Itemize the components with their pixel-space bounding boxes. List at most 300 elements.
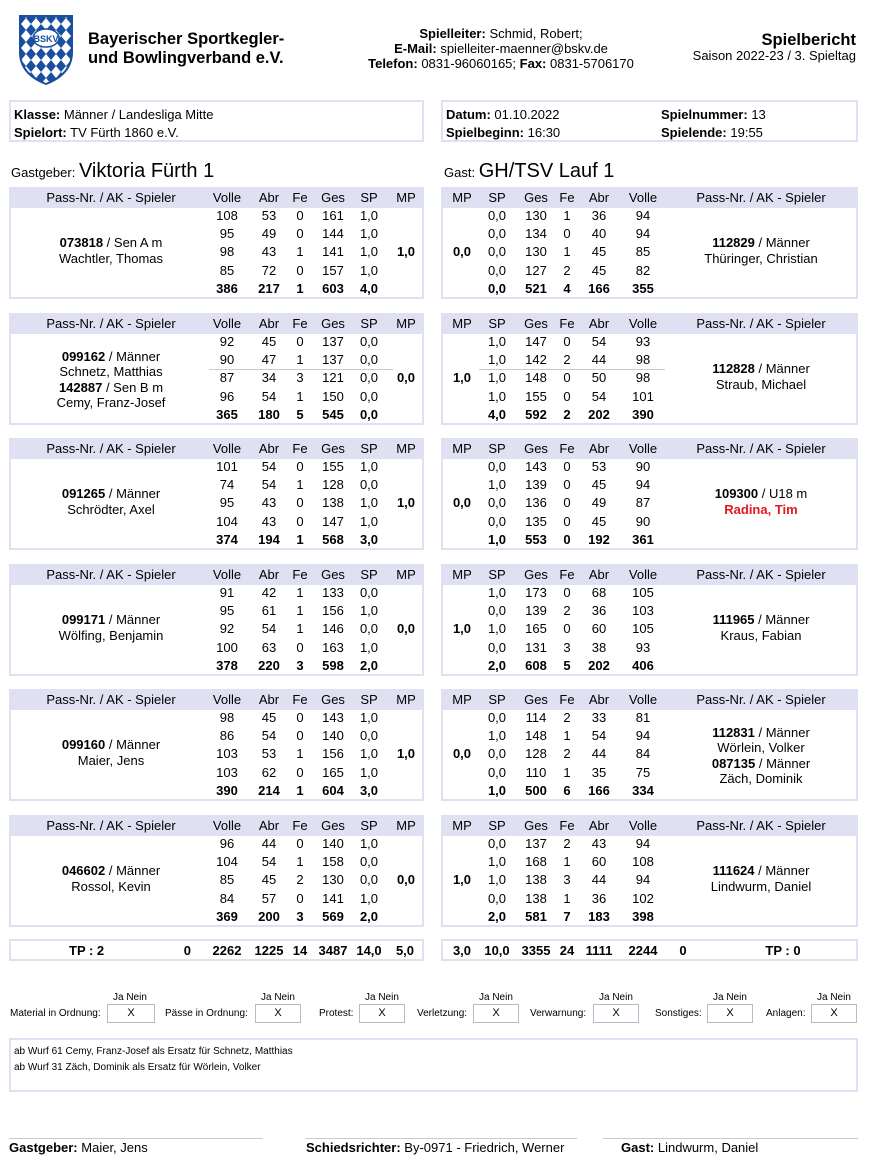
away-cell-ges: 130: [525, 244, 547, 260]
home-cell-abr: 45: [261, 710, 277, 725]
col-header-fe: Fe: [292, 316, 308, 331]
away-team-label: Gast:: [444, 165, 476, 180]
away-cell-sp: 0,0: [487, 208, 507, 223]
away-player-name: Zäch, Dominik: [719, 771, 803, 787]
away-cell-sp: 1,0: [487, 370, 507, 386]
home-mp: 1,0: [396, 244, 416, 260]
away-cell-volle: 81: [635, 710, 651, 725]
pass-number: 111624: [712, 863, 755, 879]
home-cell-ges: 140: [322, 728, 344, 744]
age-class: / Männer: [105, 612, 161, 628]
home-total-zero: 0: [183, 943, 191, 958]
home-cell-abr: 54: [261, 477, 277, 493]
away-total-ges: 608: [525, 657, 547, 673]
col-header-sp: SP: [488, 818, 506, 833]
away-cell-abr: 45: [591, 262, 607, 278]
half-divider: [479, 369, 665, 370]
home-player-name: Schrödter, Axel: [67, 501, 155, 517]
home-total-abr: 180: [258, 406, 280, 422]
home-mp: 1,0: [396, 495, 416, 511]
home-total-volle: 369: [216, 908, 238, 924]
home-cell-volle: 104: [216, 513, 238, 529]
col-header-volle: Volle: [212, 567, 242, 582]
home-cell-abr: 63: [261, 639, 277, 655]
home-player-name: Schnetz, Matthias: [59, 364, 163, 380]
away-total-volle: 398: [632, 908, 654, 924]
away-total-sp: 10,0: [484, 943, 510, 958]
home-cell-ges: 143: [322, 710, 344, 725]
home-cell-fe: 0: [296, 334, 304, 349]
away-total-volle: 406: [632, 657, 654, 673]
col-header-mp: MP: [452, 190, 472, 205]
pass-number: 112829: [712, 235, 755, 251]
note-line: ab Wurf 31 Zäch, Dominik als Ersatz für Wörlein, Volker: [14, 1062, 261, 1073]
pass-number: 073818: [59, 235, 104, 251]
signature-home-value: Maier, Jens: [81, 1140, 148, 1155]
fax-label: Fax:: [519, 56, 547, 71]
home-cell-sp: 1,0: [359, 639, 379, 655]
away-cell-sp: 0,0: [487, 495, 507, 511]
home-cell-abr: 43: [261, 244, 277, 260]
away-cell-abr: 35: [591, 764, 607, 780]
home-cell-volle: 92: [219, 334, 235, 349]
away-total-sp: 2,0: [487, 908, 507, 924]
col-header-ges: Ges: [524, 441, 548, 456]
home-cell-sp: 0,0: [359, 352, 379, 368]
home-cell-abr: 42: [261, 585, 277, 600]
away-cell-ges: 147: [525, 334, 547, 349]
away-cell-sp: 1,0: [487, 334, 507, 349]
away-cell-sp: 1,0: [487, 728, 507, 744]
home-game-block-2: [9, 313, 424, 425]
home-cell-fe: 0: [296, 710, 304, 725]
away-cell-volle: 94: [635, 208, 651, 223]
away-team-name: GH/TSV Lauf 1: [478, 160, 615, 182]
ja-nein-header: Ja Nein: [365, 992, 399, 1003]
age-class: / Männer: [754, 724, 810, 740]
home-cell-sp: 1,0: [359, 890, 379, 906]
check-box-3: X: [359, 1004, 405, 1023]
col-header-fe: Fe: [559, 692, 575, 707]
away-cell-volle: 103: [632, 603, 654, 619]
home-mp: 0,0: [396, 872, 416, 888]
col-header-volle: Volle: [212, 441, 242, 456]
col-header-fe: Fe: [559, 441, 575, 456]
away-cell-fe: 1: [563, 764, 571, 780]
away-total-ges: 553: [525, 531, 547, 547]
col-header-abr: Abr: [258, 567, 280, 582]
home-total-fe: 1: [296, 531, 304, 547]
away-total-sp: 1,0: [487, 782, 507, 798]
home-total-abr: 200: [258, 908, 280, 924]
home-cell-fe: 2: [296, 872, 304, 888]
away-total-abr: 202: [588, 406, 610, 422]
col-header-mp: MP: [452, 692, 472, 707]
away-cell-volle: 90: [635, 513, 651, 529]
home-cell-ges: 157: [322, 262, 344, 278]
col-header-sp: SP: [360, 692, 378, 707]
home-cell-abr: 54: [261, 621, 277, 637]
check-label-4: Verletzung:: [417, 1008, 468, 1019]
report-subtitle: Saison 2022-23 / 3. Spieltag: [692, 48, 856, 63]
away-cell-fe: 0: [563, 585, 571, 600]
check-box-4: X: [473, 1004, 519, 1023]
col-header-sp: SP: [360, 441, 378, 456]
home-cell-fe: 1: [296, 621, 304, 637]
home-cell-volle: 101: [216, 459, 238, 474]
away-total-ges: 581: [525, 908, 547, 924]
age-class: / Sen A m: [103, 235, 163, 251]
home-mp: 0,0: [396, 370, 416, 386]
col-header-player: Pass-Nr. / AK - Spieler: [46, 316, 176, 331]
away-totals: [441, 939, 858, 961]
col-header-volle: Volle: [212, 190, 242, 205]
home-total-abr: 214: [258, 782, 280, 798]
home-total-ges: 568: [322, 531, 344, 547]
away-total-abr: 202: [588, 657, 610, 673]
ja-nein-header: Ja Nein: [261, 992, 295, 1003]
home-cell-fe: 0: [296, 836, 304, 851]
away-cell-fe: 3: [563, 872, 571, 888]
away-cell-abr: 44: [591, 352, 607, 368]
home-player-pass: [13, 380, 209, 395]
home-cell-volle: 103: [216, 764, 238, 780]
away-cell-fe: 0: [563, 388, 571, 404]
away-cell-volle: 85: [635, 244, 651, 260]
away-cell-fe: 2: [563, 746, 571, 762]
away-cell-abr: 68: [591, 585, 607, 600]
home-cell-fe: 0: [296, 728, 304, 744]
home-cell-sp: 1,0: [359, 710, 379, 725]
away-total-zero: 0: [679, 943, 687, 958]
away-total-abr: 166: [588, 280, 610, 296]
col-header-abr: Abr: [258, 818, 280, 833]
col-header-abr: Abr: [588, 692, 610, 707]
away-cell-volle: 94: [635, 226, 651, 242]
away-team: [444, 160, 614, 183]
away-cell-sp: 1,0: [487, 388, 507, 404]
spielende-label: Spielende:: [661, 125, 727, 140]
away-cell-ges: 127: [525, 262, 547, 278]
home-mp: 0,0: [396, 621, 416, 637]
away-cell-fe: 1: [563, 208, 571, 223]
home-total-fe: 3: [296, 908, 304, 924]
col-header-ges: Ges: [524, 692, 548, 707]
away-total-sp: 4,0: [487, 406, 507, 422]
check-label-6: Sonstiges:: [655, 1008, 702, 1019]
away-total-abr: 1111: [585, 943, 613, 958]
away-cell-abr: 36: [591, 603, 607, 619]
home-total-abr: 1225: [254, 943, 284, 958]
col-header-mp: MP: [396, 692, 416, 707]
col-header-mp: MP: [452, 316, 472, 331]
col-header-sp: SP: [360, 190, 378, 205]
bskv-logo: [16, 12, 76, 86]
home-total-abr: 217: [258, 280, 280, 296]
away-cell-fe: 0: [563, 334, 571, 349]
away-mp: 0,0: [452, 244, 472, 260]
col-header-ges: Ges: [321, 567, 345, 582]
home-cell-sp: 1,0: [359, 459, 379, 474]
home-cell-abr: 54: [261, 854, 277, 870]
home-total-sp: 3,0: [359, 531, 379, 547]
away-cell-fe: 2: [563, 710, 571, 725]
home-cell-volle: 74: [219, 477, 235, 493]
home-cell-volle: 95: [219, 603, 235, 619]
home-cell-volle: 96: [219, 388, 235, 404]
home-cell-abr: 44: [261, 836, 277, 851]
home-total-volle: 378: [216, 657, 238, 673]
away-cell-sp: 0,0: [487, 746, 507, 762]
home-cell-sp: 1,0: [359, 764, 379, 780]
home-game-block-4: [9, 564, 424, 676]
home-cell-ges: 141: [322, 244, 344, 260]
home-cell-ges: 161: [322, 208, 344, 223]
home-total-volle: 365: [216, 406, 238, 422]
away-cell-volle: 94: [635, 872, 651, 888]
away-cell-ges: 155: [525, 388, 547, 404]
email-label: E-Mail:: [394, 41, 437, 56]
away-player-name: Kraus, Fabian: [720, 627, 802, 643]
signature-line-referee: [305, 1138, 577, 1139]
age-class: / Männer: [105, 863, 161, 879]
home-cell-abr: 34: [261, 370, 277, 386]
home-player-pass: [13, 863, 209, 878]
away-cell-abr: 53: [591, 459, 607, 474]
col-header-ges: Ges: [524, 190, 548, 205]
away-cell-ges: 168: [525, 854, 547, 870]
home-total-fe: 14: [292, 943, 308, 958]
col-header-mp: MP: [396, 190, 416, 205]
col-header-abr: Abr: [588, 567, 610, 582]
away-cell-volle: 93: [635, 639, 651, 655]
col-header-abr: Abr: [588, 190, 610, 205]
pass-number: 099160: [61, 737, 106, 753]
home-cell-fe: 1: [296, 603, 304, 619]
home-player-name: Wölfing, Benjamin: [58, 627, 164, 643]
pass-number: 111965: [712, 612, 755, 628]
away-cell-fe: 0: [563, 226, 571, 242]
away-cell-sp: 1,0: [487, 585, 507, 600]
home-cell-fe: 3: [296, 370, 304, 386]
age-class: / Sen B m: [102, 379, 164, 395]
email-value: spielleiter-maenner@bskv.de: [440, 41, 608, 56]
home-total-fe: 5: [296, 406, 304, 422]
age-class: / Männer: [754, 863, 810, 879]
away-total-volle: 355: [632, 280, 654, 296]
away-cell-fe: 2: [563, 352, 571, 368]
report-title-block: [693, 32, 856, 64]
col-header-abr: Abr: [258, 692, 280, 707]
col-header-mp: MP: [396, 567, 416, 582]
check-label-5: Verwarnung:: [530, 1008, 587, 1019]
col-header-ges: Ges: [321, 692, 345, 707]
col-header-player: Pass-Nr. / AK - Spieler: [46, 441, 176, 456]
away-total-ges: 3355: [521, 943, 551, 958]
signature-home-label: Gastgeber:: [9, 1140, 78, 1155]
home-cell-volle: 100: [216, 639, 238, 655]
away-cell-abr: 43: [591, 836, 607, 851]
home-cell-volle: 98: [219, 710, 235, 725]
home-cell-sp: 1,0: [359, 262, 379, 278]
home-player-pass: [13, 486, 209, 501]
pass-number: 099171: [61, 612, 106, 628]
away-cell-ges: 136: [525, 495, 547, 511]
col-header-ges: Ges: [524, 316, 548, 331]
check-label-3: Protest:: [319, 1008, 354, 1019]
check-label-2: Pässe in Ordnung:: [165, 1008, 248, 1019]
home-total-sp: 2,0: [359, 657, 379, 673]
away-cell-fe: 1: [563, 244, 571, 260]
col-header-mp: MP: [452, 567, 472, 582]
home-cell-ges: 165: [322, 764, 344, 780]
col-header-sp: SP: [360, 818, 378, 833]
check-box-2: X: [255, 1004, 301, 1023]
away-cell-abr: 44: [591, 872, 607, 888]
home-cell-volle: 85: [219, 262, 235, 278]
col-header-ges: Ges: [321, 316, 345, 331]
col-header-sp: SP: [488, 567, 506, 582]
home-cell-sp: 1,0: [359, 603, 379, 619]
substitution-divider: [209, 369, 393, 370]
col-header-volle: Volle: [628, 818, 658, 833]
col-header-player: Pass-Nr. / AK - Spieler: [46, 692, 176, 707]
away-cell-ges: 110: [525, 764, 547, 780]
home-total-volle: 386: [216, 280, 238, 296]
away-cell-volle: 98: [635, 352, 651, 368]
home-cell-abr: 72: [261, 262, 277, 278]
col-header-volle: Volle: [628, 190, 658, 205]
org-line-2: und Bowlingverband e.V.: [88, 49, 284, 67]
away-cell-sp: 0,0: [487, 226, 507, 242]
home-cell-ges: 141: [322, 890, 344, 906]
col-header-player: Pass-Nr. / AK - Spieler: [46, 190, 176, 205]
home-cell-ges: 133: [322, 585, 344, 600]
away-cell-sp: 0,0: [487, 603, 507, 619]
away-player-pass: [667, 612, 855, 627]
away-game-block-3: [441, 438, 858, 550]
home-cell-volle: 86: [219, 728, 235, 744]
home-cell-sp: 0,0: [359, 728, 379, 744]
away-cell-ges: 114: [525, 710, 547, 725]
away-cell-abr: 60: [591, 854, 607, 870]
away-player-name: Wörlein, Volker: [717, 740, 805, 756]
away-cell-volle: 101: [632, 388, 654, 404]
pass-number: 099162: [61, 348, 106, 364]
home-cell-volle: 90: [219, 352, 235, 368]
away-player-pass: [667, 361, 855, 376]
home-cell-volle: 108: [216, 208, 238, 223]
home-total-fe: 1: [296, 782, 304, 798]
home-cell-volle: 104: [216, 854, 238, 870]
away-cell-sp: 0,0: [487, 244, 507, 260]
spielleiter-value: Schmid, Robert;: [489, 26, 583, 41]
away-mp: 1,0: [452, 872, 472, 888]
home-game-block-5: [9, 689, 424, 801]
away-cell-volle: 94: [635, 477, 651, 493]
home-cell-sp: 1,0: [359, 495, 379, 511]
col-header-fe: Fe: [292, 692, 308, 707]
home-total-sp: 3,0: [359, 782, 379, 798]
home-cell-abr: 54: [261, 388, 277, 404]
away-mp: 0,0: [452, 495, 472, 511]
col-header-player: Pass-Nr. / AK - Spieler: [696, 692, 826, 707]
away-total-abr: 166: [588, 782, 610, 798]
svg-text:BSKV: BSKV: [33, 34, 59, 44]
home-total-volle: 390: [216, 782, 238, 798]
home-team-name: Viktoria Fürth 1: [78, 160, 215, 182]
home-mp: 1,0: [396, 746, 416, 762]
home-cell-fe: 0: [296, 890, 304, 906]
col-header-volle: Volle: [212, 818, 242, 833]
away-mp: 1,0: [452, 621, 472, 637]
klasse-value: Männer / Landesliga Mitte: [63, 107, 214, 122]
home-cell-fe: 1: [296, 352, 304, 368]
home-game-block-3: [9, 438, 424, 550]
home-player-pass: [13, 349, 209, 364]
home-cell-abr: 61: [261, 603, 277, 619]
signature-home: [9, 1140, 148, 1155]
home-cell-abr: 62: [261, 764, 277, 780]
away-total-sp: 0,0: [487, 280, 507, 296]
home-total-ges: 569: [322, 908, 344, 924]
home-game-block-6: [9, 815, 424, 927]
away-cell-volle: 105: [632, 621, 654, 637]
away-cell-abr: 36: [591, 890, 607, 906]
col-header-player: Pass-Nr. / AK - Spieler: [696, 441, 826, 456]
away-tp: TP : 0: [765, 943, 801, 958]
away-game-block-5: [441, 689, 858, 801]
signature-referee-label: Schiedsrichter:: [306, 1140, 401, 1155]
away-player-name: Lindwurm, Daniel: [710, 878, 812, 894]
away-cell-ges: 134: [525, 226, 547, 242]
away-cell-volle: 82: [635, 262, 651, 278]
home-cell-ges: 128: [322, 477, 344, 493]
home-cell-ges: 155: [322, 459, 344, 474]
home-cell-fe: 1: [296, 585, 304, 600]
home-cell-volle: 98: [219, 244, 235, 260]
col-header-sp: SP: [360, 316, 378, 331]
home-cell-volle: 103: [216, 746, 238, 762]
away-total-fe: 2: [563, 406, 571, 422]
col-header-ges: Ges: [524, 818, 548, 833]
signature-away-label: Gast:: [621, 1140, 655, 1155]
home-cell-abr: 54: [261, 728, 277, 744]
col-header-sp: SP: [488, 692, 506, 707]
home-total-fe: 3: [296, 657, 304, 673]
home-cell-ges: 138: [322, 495, 344, 511]
home-player-name: Wachtler, Thomas: [58, 250, 164, 266]
klasse-label: Klasse:: [14, 107, 61, 122]
home-team: [11, 160, 214, 183]
home-cell-sp: 0,0: [359, 370, 379, 386]
away-cell-ges: 165: [525, 621, 547, 637]
away-cell-ges: 135: [525, 513, 547, 529]
col-header-volle: Volle: [628, 567, 658, 582]
col-header-ges: Ges: [321, 190, 345, 205]
col-header-mp: MP: [396, 316, 416, 331]
away-cell-sp: 0,0: [487, 262, 507, 278]
col-header-volle: Volle: [628, 316, 658, 331]
away-cell-abr: 49: [591, 495, 607, 511]
away-cell-sp: 0,0: [487, 459, 507, 474]
away-total-ges: 592: [525, 406, 547, 422]
org-line-1: Bayerischer Sportkegler-: [88, 30, 285, 48]
away-mp: 1,0: [452, 370, 472, 386]
away-cell-ges: 142: [525, 352, 547, 368]
away-total-fe: 7: [563, 908, 571, 924]
ja-nein-header: Ja Nein: [599, 992, 633, 1003]
